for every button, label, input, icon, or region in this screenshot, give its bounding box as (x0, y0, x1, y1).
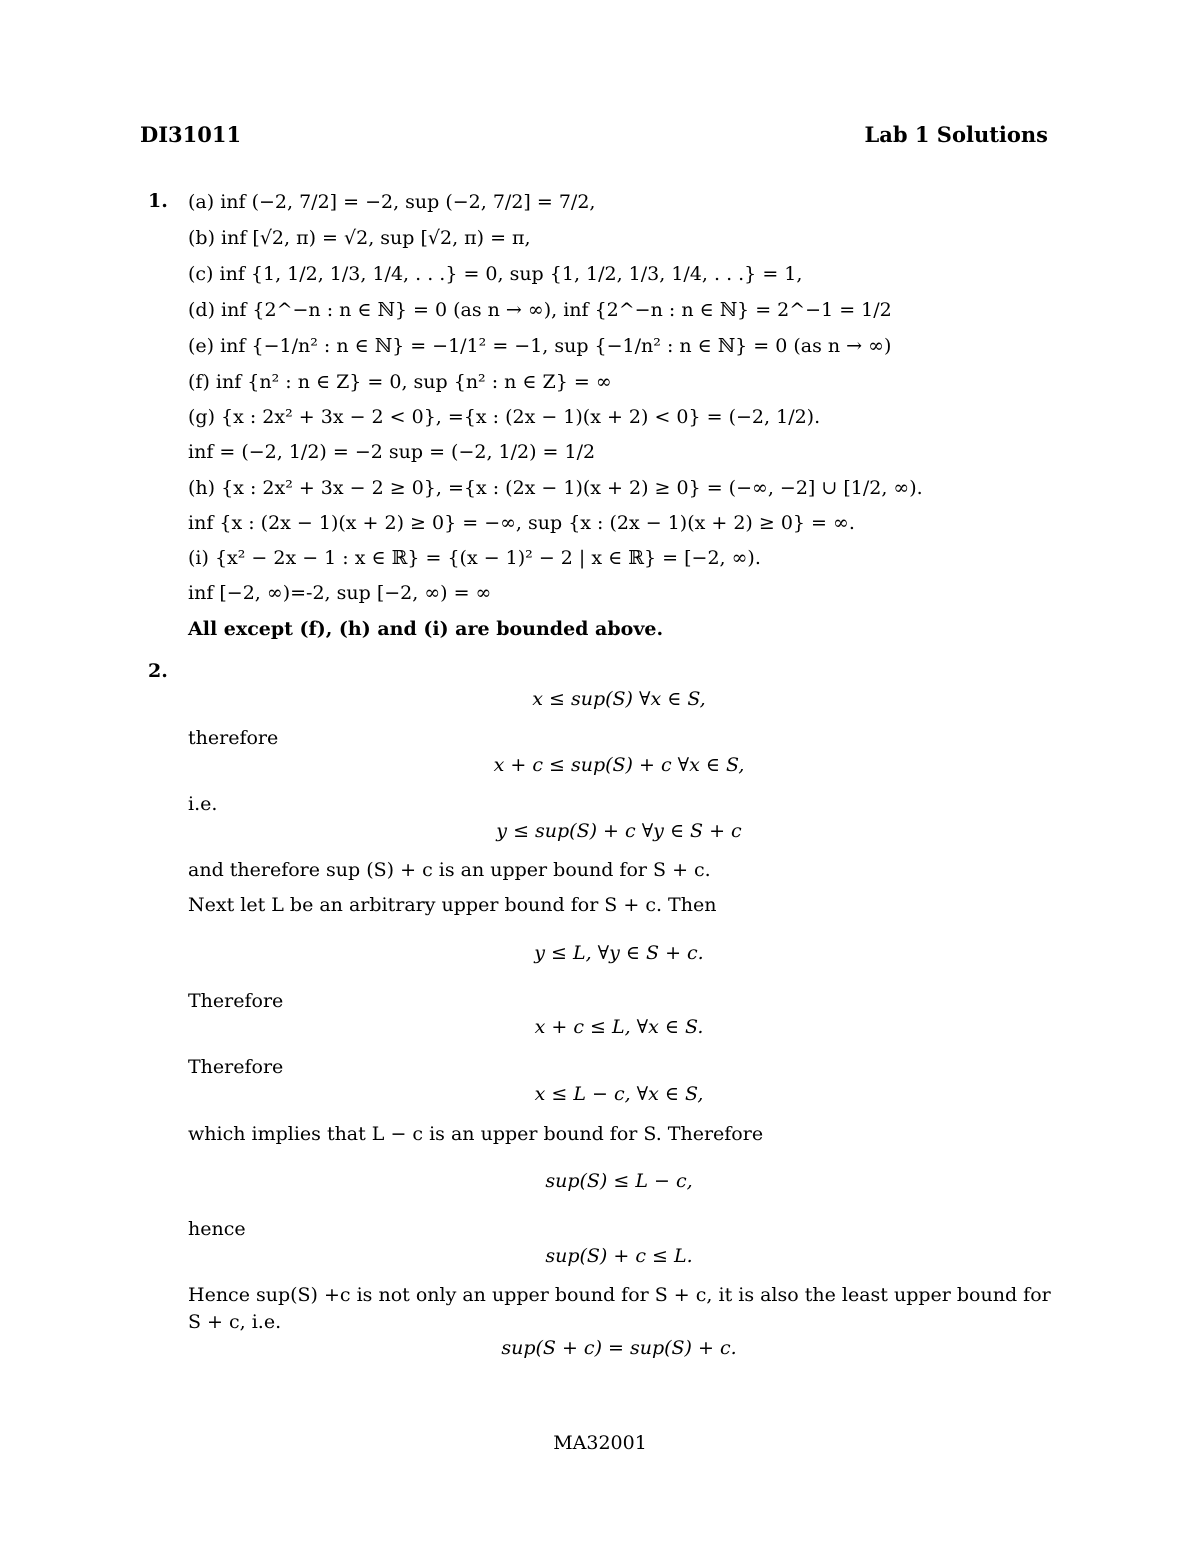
p1-line-i: (i) {x² − 2x − 1 : x ∈ ℝ} = {(x − 1)² − 2 | x ∈ ℝ} = [−2, ∞). (188, 547, 761, 569)
p2-text-therefore-1: therefore (188, 727, 279, 749)
p2-text-s-plus-c: S + c, i.e. (188, 1311, 282, 1333)
course-code: DI31011 (140, 122, 242, 147)
page-title: Lab 1 Solutions (864, 122, 1048, 147)
p1-line-g: (g) {x : 2x² + 3x − 2 < 0}, ={x : (2x − 1)(x + 2) < 0} = (−2, 1/2). (188, 406, 821, 428)
p2-eq-1: x ≤ sup(S) ∀x ∈ S, (532, 688, 706, 710)
p1-line-g-inf-sup: inf = (−2, 1/2) = −2 sup = (−2, 1/2) = 1/2 (188, 441, 596, 463)
p2-text-hence: hence (188, 1218, 246, 1240)
p2-eq-8: sup(S) + c ≤ L. (545, 1245, 693, 1267)
p1-line-h: (h) {x : 2x² + 3x − 2 ≥ 0}, ={x : (2x − 1)(x + 2) ≥ 0} = (−∞, −2] ∪ [1/2, ∞). (188, 477, 923, 499)
problem-1-number: 1. (148, 190, 168, 212)
p1-line-d: (d) inf {2^−n : n ∈ ℕ} = 0 (as n → ∞), inf {2^−n : n ∈ ℕ} = 2^−1 = 1/2 (188, 299, 892, 321)
p1-line-h-inf-sup: inf {x : (2x − 1)(x + 2) ≥ 0} = −∞, sup {x : (2x − 1)(x + 2) ≥ 0} = ∞. (188, 512, 855, 534)
p2-text-upper-bound: and therefore sup (S) + c is an upper bound for S + c. (188, 859, 711, 881)
p2-text-ie: i.e. (188, 793, 218, 815)
p2-text-next: Next let L be an arbitrary upper bound for S + c. Then (188, 894, 717, 916)
p2-eq-3: y ≤ sup(S) + c ∀y ∈ S + c (496, 820, 742, 842)
p1-line-e: (e) inf {−1/n² : n ∈ ℕ} = −1/1² = −1, sup {−1/n² : n ∈ ℕ} = 0 (as n → ∞) (188, 335, 892, 357)
page-footer: MA32001 (553, 1432, 647, 1454)
p1-line-i-inf-sup: inf [−2, ∞)=-2, sup [−2, ∞) = ∞ (188, 582, 492, 604)
p2-eq-7: sup(S) ≤ L − c, (545, 1170, 693, 1192)
p2-eq-2: x + c ≤ sup(S) + c ∀x ∈ S, (493, 754, 745, 776)
p1-conclusion: All except (f), (h) and (i) are bounded above. (188, 618, 664, 640)
p1-line-f: (f) inf {n² : n ∈ Z} = 0, sup {n² : n ∈ Z} = ∞ (188, 371, 612, 393)
p2-eq-5: x + c ≤ L, ∀x ∈ S. (534, 1016, 704, 1038)
p2-eq-6: x ≤ L − c, ∀x ∈ S, (534, 1083, 704, 1105)
p2-text-therefore-3: Therefore (188, 1056, 284, 1078)
p2-text-least-upper-bound: Hence sup(S) +c is not only an upper bound for S + c, it is also the least upper bound for (188, 1284, 1051, 1306)
p2-text-therefore-2: Therefore (188, 990, 284, 1012)
problem-2-number: 2. (148, 660, 168, 682)
p2-eq-4: y ≤ L, ∀y ∈ S + c. (534, 942, 704, 964)
p2-eq-9: sup(S + c) = sup(S) + c. (501, 1337, 737, 1359)
p1-line-a: (a) inf (−2, 7/2] = −2, sup (−2, 7/2] = 7/2, (188, 191, 596, 213)
p2-text-implies: which implies that L − c is an upper bound for S. Therefore (188, 1123, 764, 1145)
p1-line-b: (b) inf [√2, π) = √2, sup [√2, π) = π, (188, 227, 531, 249)
p1-line-c: (c) inf {1, 1/2, 1/3, 1/4, . . .} = 0, sup {1, 1/2, 1/3, 1/4, . . .} = 1, (188, 263, 803, 285)
